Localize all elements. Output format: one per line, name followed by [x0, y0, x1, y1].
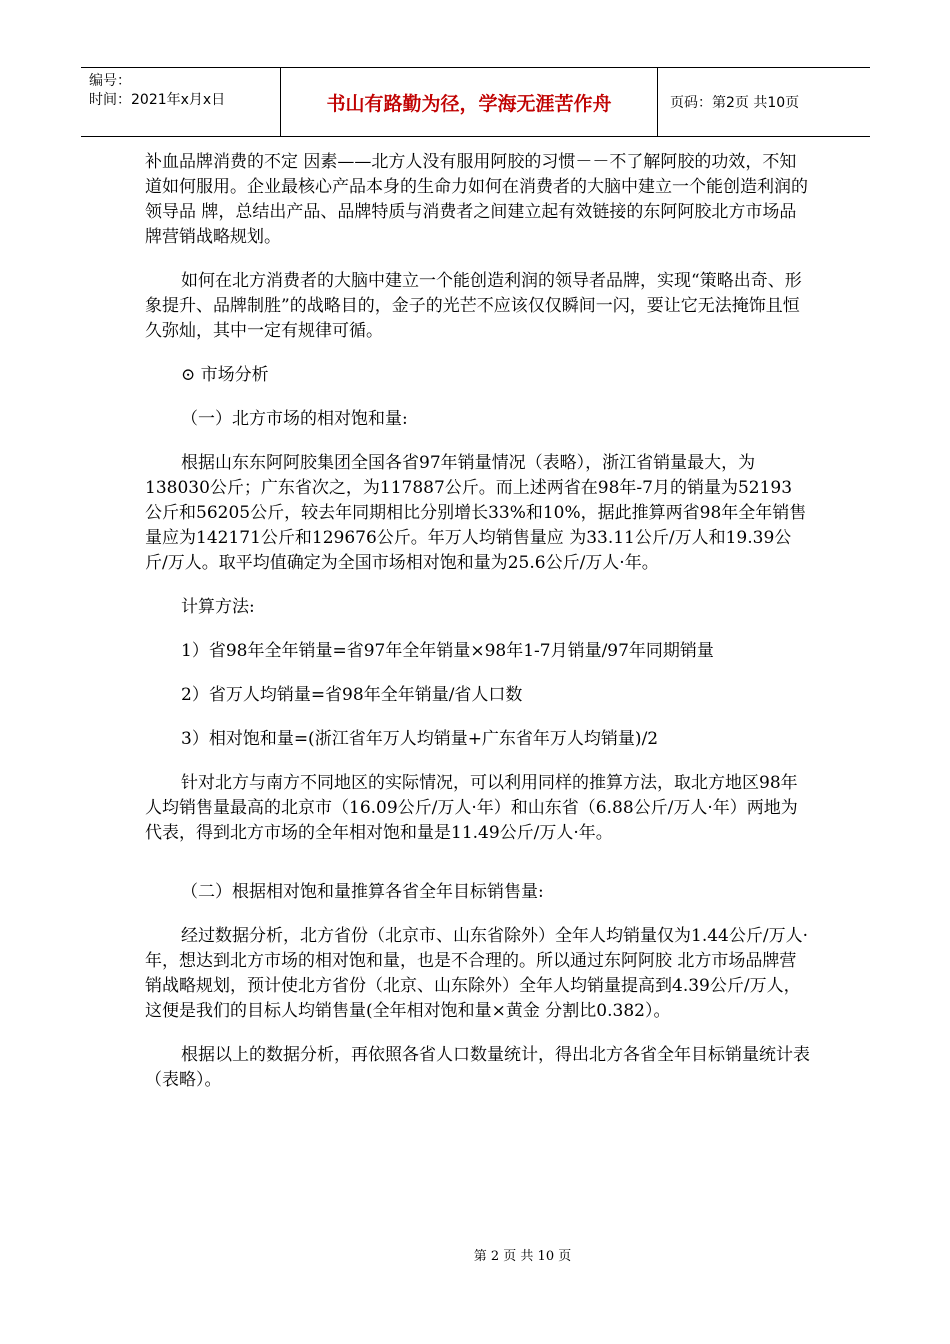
calc-method-heading: 计算方法: — [181, 597, 255, 617]
subsection-heading-target-sales: （二）根据相对饱和量推算各省全年目标销售量: — [181, 882, 544, 902]
document-number-label: 编号： — [89, 73, 131, 89]
paragraph-north-saturation: 针对北方与南方不同地区的实际情况，可以利用同样的推算方法，取北方地区98年人均销售量最高的北京市（16.09公斤/万人·年）和山东省（6.88公斤/万人·年）两地为代表，得到北方市场的全年相对饱和量是11.49公斤/万人·年。 — [145, 773, 798, 843]
document-time-label: 时间：2021年x月x日 — [89, 92, 226, 108]
section-heading-market-analysis: ⊙ 市场分析 — [181, 365, 269, 385]
paragraph-leader-brand: 如何在北方消费者的大脑中建立一个能创造利润的领导者品牌，实现“策略出奇、形象提升、品牌制胜”的战略目的，金子的光芒不应该仅仅瞬间一闪，要让它无法掩饰且恒久弥灿，其中一定有规律可循。 — [145, 271, 802, 341]
paragraph-brand-intro: 补血品牌消费的不定 因素——北方人没有服用阿胶的习惯－－不了解阿胶的功效，不知道如何服用。企业最核心产品本身的生命力如何在消费者的大脑中建立一个能创造利润的领导品 牌，总结出产品、品牌特质与消费者之间建立起有效链接的东阿阿胶北方市场品牌营销战略规划。 — [145, 152, 808, 247]
page-header — [81, 67, 870, 137]
header-page-info: 页码：第2页 共10页 — [670, 95, 800, 111]
paragraph-conclusion: 根据以上的数据分析，再依照各省人口数量统计，得出北方各省全年目标销量统计表（表略）。 — [145, 1045, 810, 1090]
subsection-heading-saturation: （一）北方市场的相对饱和量: — [181, 409, 408, 429]
paragraph-sales-data: 根据山东东阿阿胶集团全国各省97年销量情况（表略），浙江省销量最大，为138030公斤；广东省次之，为117887公斤。而上述两省在98年-7月的销量为52193 公斤和56205公斤，较去年同期相比分别增长33%和10%，据此推算两省98年全年销售量应为142171公斤和129676公斤。年万人均销售量应 为33.11公斤/万人和19.39公斤/万人。取平均值确定为全国市场相对饱和量为25.6公斤/万人·年。 — [145, 453, 807, 573]
formula-3: 3）相对饱和量=(浙江省年万人均销量+广东省年万人均销量)/2 — [181, 729, 659, 749]
formula-1: 1）省98年全年销量=省97年全年销量×98年1-7月销量/97年同期销量 — [181, 641, 714, 661]
document-body — [145, 150, 810, 1112]
header-motto: 书山有路勤为径，学海无涯苦作舟 — [281, 68, 658, 136]
formula-2: 2）省万人均销量=省98年全年销量/省人口数 — [181, 685, 523, 705]
paragraph-target-analysis: 经过数据分析，北方省份（北京市、山东省除外）全年人均销量仅为1.44公斤/万人·年，想达到北方市场的相对饱和量，也是不合理的。所以通过东阿阿胶 北方市场品牌营销战略规划，预计使北方省份（北京、山东除外）全年人均销量提高到4.39公斤/万人，这便是我们的目标人均销售量(全年相对饱和量×黄金 分割比0.382）。 — [145, 926, 808, 1021]
page-footer: 第 2 页 共 10 页 — [473, 1249, 572, 1264]
header-meta — [81, 68, 281, 136]
